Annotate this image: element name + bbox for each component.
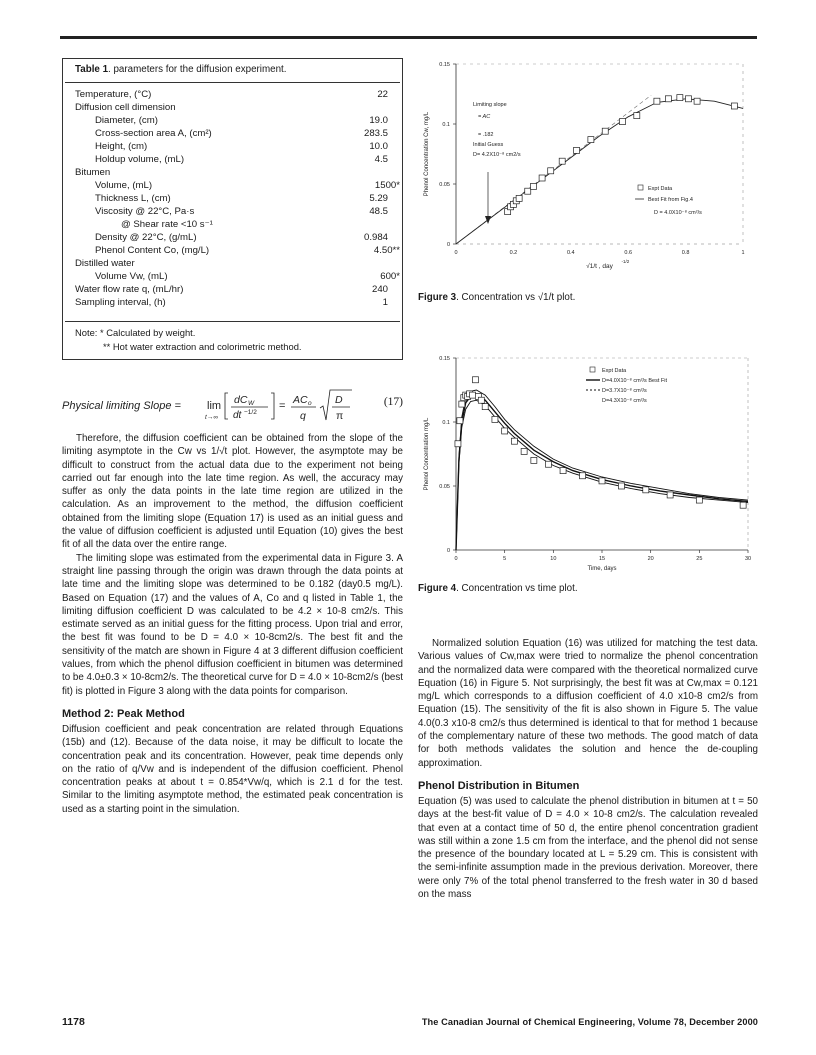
data-point (525, 188, 531, 194)
figure-4-chart (418, 354, 758, 579)
data-point (459, 401, 465, 407)
fit-curve-1 (456, 395, 748, 550)
data-point (560, 468, 566, 474)
svg-text:π: π (336, 410, 344, 422)
legend-label-fit: Best Fit from Fig.4 (648, 197, 693, 203)
figure-4-caption: Figure 4. Concentration vs time plot. (418, 583, 578, 594)
table-row (63, 231, 402, 244)
data-point (665, 96, 671, 102)
table-row (63, 166, 402, 179)
table-row (63, 192, 402, 205)
annotation-arrow-head (485, 216, 491, 224)
data-point (545, 461, 551, 467)
table-cell-value: 4.50** (373, 245, 400, 256)
right-paragraph-1: Normalized solution Equation (16) was utilized for matching the test data. Various values of Cw,max were tried to normalize the phenol concentration and the normalized data were compared with the theoretical normalized curve Equation (16) in Figure 5. Not surprisingly, the best fit was at Cw,max = 0.121 mg/L which corresponds to a diffusion coefficient of 4.0 x10-8 cm2/s from Equation (15). The sensitivity of the fit is also shown in Figure 5. The value 4.0(0.3 x10-8 cm2/s thus determined is identical to that for method 1 because of the complementary nature of these two methods. The good match of data for both methods validates the solution and hence the de-coupling approximation. (418, 638, 758, 769)
data-point (455, 441, 461, 447)
table-cell-value: 5.29 (369, 193, 388, 204)
y-tick-label: 0.05 (439, 182, 450, 188)
data-point (740, 502, 746, 508)
x-tick-label: 0 (454, 556, 458, 562)
x-tick-label: 15 (598, 556, 606, 562)
right-paragraph-2: Equation (5) was used to calculate the phenol distribution in bitumen at t = 50 days at the best-fit value of D = 4.0 × 10-8 cm2/s. The calculation revealed that even at a contact time of 50 d, the entire phenol concentration gradient was still within a zone 1.5 cm from the interface, and the phenol did not sense the presence of the boundary located at L = 5.29 cm. This is consistent with the semi-infinite assumption made in the previous derivation. Moreover, there were only 7% of the total phenol transferred to the fresh water in 30 d based on the mass (418, 795, 758, 901)
data-point (516, 195, 522, 201)
data-point (654, 98, 660, 104)
figure-4 (418, 354, 758, 579)
table-note-rule (65, 321, 400, 322)
x-tick-label: 0 (454, 250, 458, 256)
svg-text:dC: dC (234, 394, 248, 406)
page-number: 1178 (62, 1016, 85, 1028)
x-tick-label: 30 (744, 556, 752, 562)
table-cell-value: 240 (371, 284, 388, 295)
table-cell-label: @ Shear rate <10 s⁻¹ (121, 219, 213, 230)
figure-3-caption: Figure 3. Concentration vs √1/t plot. (418, 292, 576, 303)
y-tick-label: 0.15 (439, 62, 450, 68)
table-row (63, 257, 402, 270)
data-point (559, 158, 565, 164)
data-point (580, 473, 586, 479)
x-axis-label: Time, days (587, 566, 617, 572)
svg-text:D: D (335, 394, 343, 406)
table-cell-label: Water flow rate q, (mL/hr) (75, 284, 184, 295)
y-tick-label: 0.05 (439, 484, 450, 490)
figure-3-chart (418, 56, 758, 286)
table-cell-label: Volume, (mL) (95, 180, 153, 191)
table-cell-label: Thickness L, (cm) (95, 193, 171, 204)
svg-text:o: o (308, 400, 312, 407)
table-row (63, 179, 402, 192)
data-point (539, 175, 545, 181)
data-point (694, 98, 700, 104)
table-row (63, 244, 402, 257)
left-paragraph-3: Diffusion coefficient and peak concentration are related through Equations (15b) and (12). Because of the data noise, it may be difficult to locate the concentration peak and its concentration. However, peak time depends only on the ratio of q/Vw and is independent of the diffusion coefficient. Phenol concentration peaks at about t = 0.854*Vw/q, which is 2.1 d for the test. Similar to the limiting asymptote method, the estimated peak concentration is used as a starting point in the simulation. (62, 723, 403, 815)
x-tick-label: 25 (696, 556, 703, 562)
legend-label-high: D=4.3X10⁻⁸ cm²/s (602, 398, 647, 404)
table-row (63, 127, 402, 140)
table-cell-label: Diameter, (cm) (95, 115, 158, 126)
table-cell-value: 600* (380, 271, 400, 282)
svg-text:t→∞: t→∞ (205, 414, 218, 421)
data-point (599, 478, 605, 484)
table-note-1: Note: * Calculated by weight. (75, 327, 196, 338)
table-cell-value: 0.984 (363, 232, 388, 243)
x-tick-label: 10 (550, 556, 557, 562)
equation-number: (17) (383, 396, 403, 408)
x-axis-label: √1/t , day (586, 263, 613, 270)
data-point (521, 448, 527, 454)
y-axis-label: Phenol Concentration mg/L (424, 417, 430, 491)
data-point (667, 492, 673, 498)
svg-text:dt: dt (233, 410, 242, 421)
svg-text:W: W (248, 400, 255, 407)
data-point (457, 418, 463, 424)
data-point (685, 96, 691, 102)
table-cell-label: Phenol Content Co, (mg/L) (95, 245, 210, 256)
table-cell-label: Sampling interval, (h) (75, 297, 166, 308)
legend-label-best: D=4.0X10⁻⁸ cm²/s Best Fit (602, 378, 667, 384)
x-axis-label-exponent: -1/2 (621, 259, 630, 264)
fit-curve-2 (456, 400, 748, 550)
data-point (574, 147, 580, 153)
y-axis-label: Phenol Concentration Cw, mg/L (424, 111, 430, 197)
table-row (63, 270, 402, 283)
table-row (63, 88, 402, 101)
y-tick-label: 0.1 (442, 122, 450, 128)
table-cell-value: 4.5 (374, 154, 388, 165)
data-point (619, 119, 625, 125)
journal-footer: The Canadian Journal of Chemical Engineering, Volume 78, December 2000 (421, 1017, 758, 1027)
x-tick-label: 0.8 (681, 250, 690, 256)
data-point (602, 128, 608, 134)
legend-label-d: D = 4.0X10⁻⁸ cm²/s (654, 210, 702, 216)
data-point (643, 487, 649, 493)
table-cell-label: Density @ 22°C, (g/mL) (95, 232, 197, 243)
table-cell-value: 283.5 (363, 128, 388, 139)
x-tick-label: 20 (647, 556, 654, 562)
data-point (677, 95, 683, 101)
data-point (511, 438, 517, 444)
annotation-initial-d: D= 4.2X10⁻⁸ cm2/s (473, 152, 521, 158)
y-tick-label: 0.1 (442, 420, 450, 426)
y-tick-label: 0 (446, 242, 450, 248)
table-row (63, 205, 402, 218)
table-caption-rule (65, 82, 400, 83)
svg-text:Physical limiting Slope =: Physical limiting Slope = (62, 400, 181, 412)
legend-label-data: Expt Data (602, 368, 627, 374)
table-cell-label: Diffusion cell dimension (75, 102, 176, 113)
y-tick-label: 0.15 (439, 356, 450, 362)
x-tick-label: 0.4 (566, 250, 575, 256)
heading-method2: Method 2: Peak Method (62, 707, 185, 720)
right-column (418, 637, 758, 901)
legend-label-data: Expt Data (648, 186, 673, 192)
annotation-limiting-slope: Limiting slope (473, 102, 507, 108)
data-point (478, 397, 484, 403)
table-row (63, 283, 402, 296)
top-rule (60, 36, 757, 39)
table-cell-value: 10.0 (369, 141, 388, 152)
equation-17 (62, 384, 403, 424)
data-point (588, 137, 594, 143)
table-cell-label: Distilled water (75, 258, 135, 269)
table-row (63, 101, 402, 114)
table-cell-label: Volume Vw, (mL) (95, 271, 168, 282)
data-point (492, 416, 498, 422)
svg-text:−1/2: −1/2 (244, 409, 257, 416)
data-point (530, 183, 536, 189)
table-cell-value: 1 (382, 297, 388, 308)
legend-marker-data (590, 367, 595, 372)
table-cell-value: 1500* (374, 180, 400, 191)
x-tick-label: 1 (741, 250, 745, 256)
y-tick-label: 0 (446, 548, 450, 554)
table-cell-label: Viscosity @ 22°C, Pa·s (95, 206, 195, 217)
data-point (696, 497, 702, 503)
fit-curve-3 (456, 390, 748, 550)
x-tick-label: 0.6 (624, 250, 633, 256)
svg-text:q: q (300, 410, 306, 422)
best-fit-curve (456, 99, 743, 244)
data-point (531, 457, 537, 463)
x-tick-label: 0.2 (509, 250, 518, 256)
data-point (618, 483, 624, 489)
table-row (63, 140, 402, 153)
svg-text:lim: lim (207, 400, 222, 412)
table-cell-label: Bitumen (75, 167, 111, 178)
data-point (731, 103, 737, 109)
svg-text:=: = (279, 400, 286, 412)
left-paragraph-1: Therefore, the diffusion coefficient can be obtained from the slope of the limiting asymptote in the Cw vs 1/√t plot. However, the asymptote may be difficult to construct from the actual data due to the experiment not being carried out far enough into the late time region. As well, the accuracy may suffer as only the data points in the late time region are utilized in the calculation. As an improvement to the method, the diffusion coefficient obtained from the limiting slope (Equation 17) is used as an initial guess and the value of diffusion coefficient is adjusted until Equation (10) gives the best fit of all the data over the entire range. (62, 433, 403, 551)
table-cell-label: Height, (cm) (95, 141, 148, 152)
equation-render (62, 384, 362, 424)
table-cell-value: 19.0 (369, 115, 388, 126)
table-cell-value: 48.5 (369, 206, 388, 217)
table-cell-label: Cross-section area A, (cm²) (95, 128, 212, 139)
data-point (470, 392, 476, 398)
figure-3 (418, 56, 758, 286)
data-point (472, 377, 478, 383)
table-row (63, 296, 402, 309)
left-paragraph-2: The limiting slope was estimated from the experimental data in Figure 3. A straight line passing through the origin was drawn through the data points at late time and the limiting slope was determined to be 0.182 (day0.5 mg/L). Based on Equation (17) and the values of A, Co and q listed in Table 1, the limiting diffusion coefficient D was calculated to be 4.2 × 10-8 cm2/s. This estimate served as an initial guess for the fitting process. Upon trial and error, the best fit was found to be D = 4.0 × 10-8cm2/s. The best fit and the sensitivity of the match are shown in Figure 4 at 3 different diffusion coefficient values, from which the phenol diffusion coefficient in bitumen was determined to be 4.0±0.3 × 10-8cm2/s. The theoretical curve for D = 4.0 × 10-8cm2/s (best fit) is plotted in Figure 3 along with the data points for comparison. (62, 552, 403, 697)
legend-label-low: D=3.7X10⁻⁸ cm²/s (602, 388, 647, 394)
table-cell-label: Temperature, (°C) (75, 89, 152, 100)
x-tick-label: 5 (503, 556, 507, 562)
annotation-initial-guess: Initial Guess (473, 142, 504, 148)
parameters-table (62, 58, 403, 360)
data-point (482, 404, 488, 410)
table-note-2: ** Hot water extraction and colorimetric method. (103, 341, 302, 352)
table-row (63, 218, 402, 231)
table-caption: Table 1. parameters for the diffusion experiment. (75, 64, 287, 75)
heading-phenol-distribution: Phenol Distribution in Bitumen (418, 779, 580, 792)
data-point (634, 113, 640, 119)
table-row (63, 153, 402, 166)
data-point (548, 168, 554, 174)
table-cell-label: Holdup volume, (mL) (95, 154, 185, 165)
legend-marker-data (638, 185, 643, 190)
left-column (62, 432, 403, 816)
data-point (502, 428, 508, 434)
annotation-equation: = AC (478, 114, 491, 120)
table-cell-value: 22 (377, 89, 388, 100)
annotation-slope-value: = .182 (478, 132, 494, 138)
table-row (63, 114, 402, 127)
svg-text:AC: AC (293, 394, 308, 406)
